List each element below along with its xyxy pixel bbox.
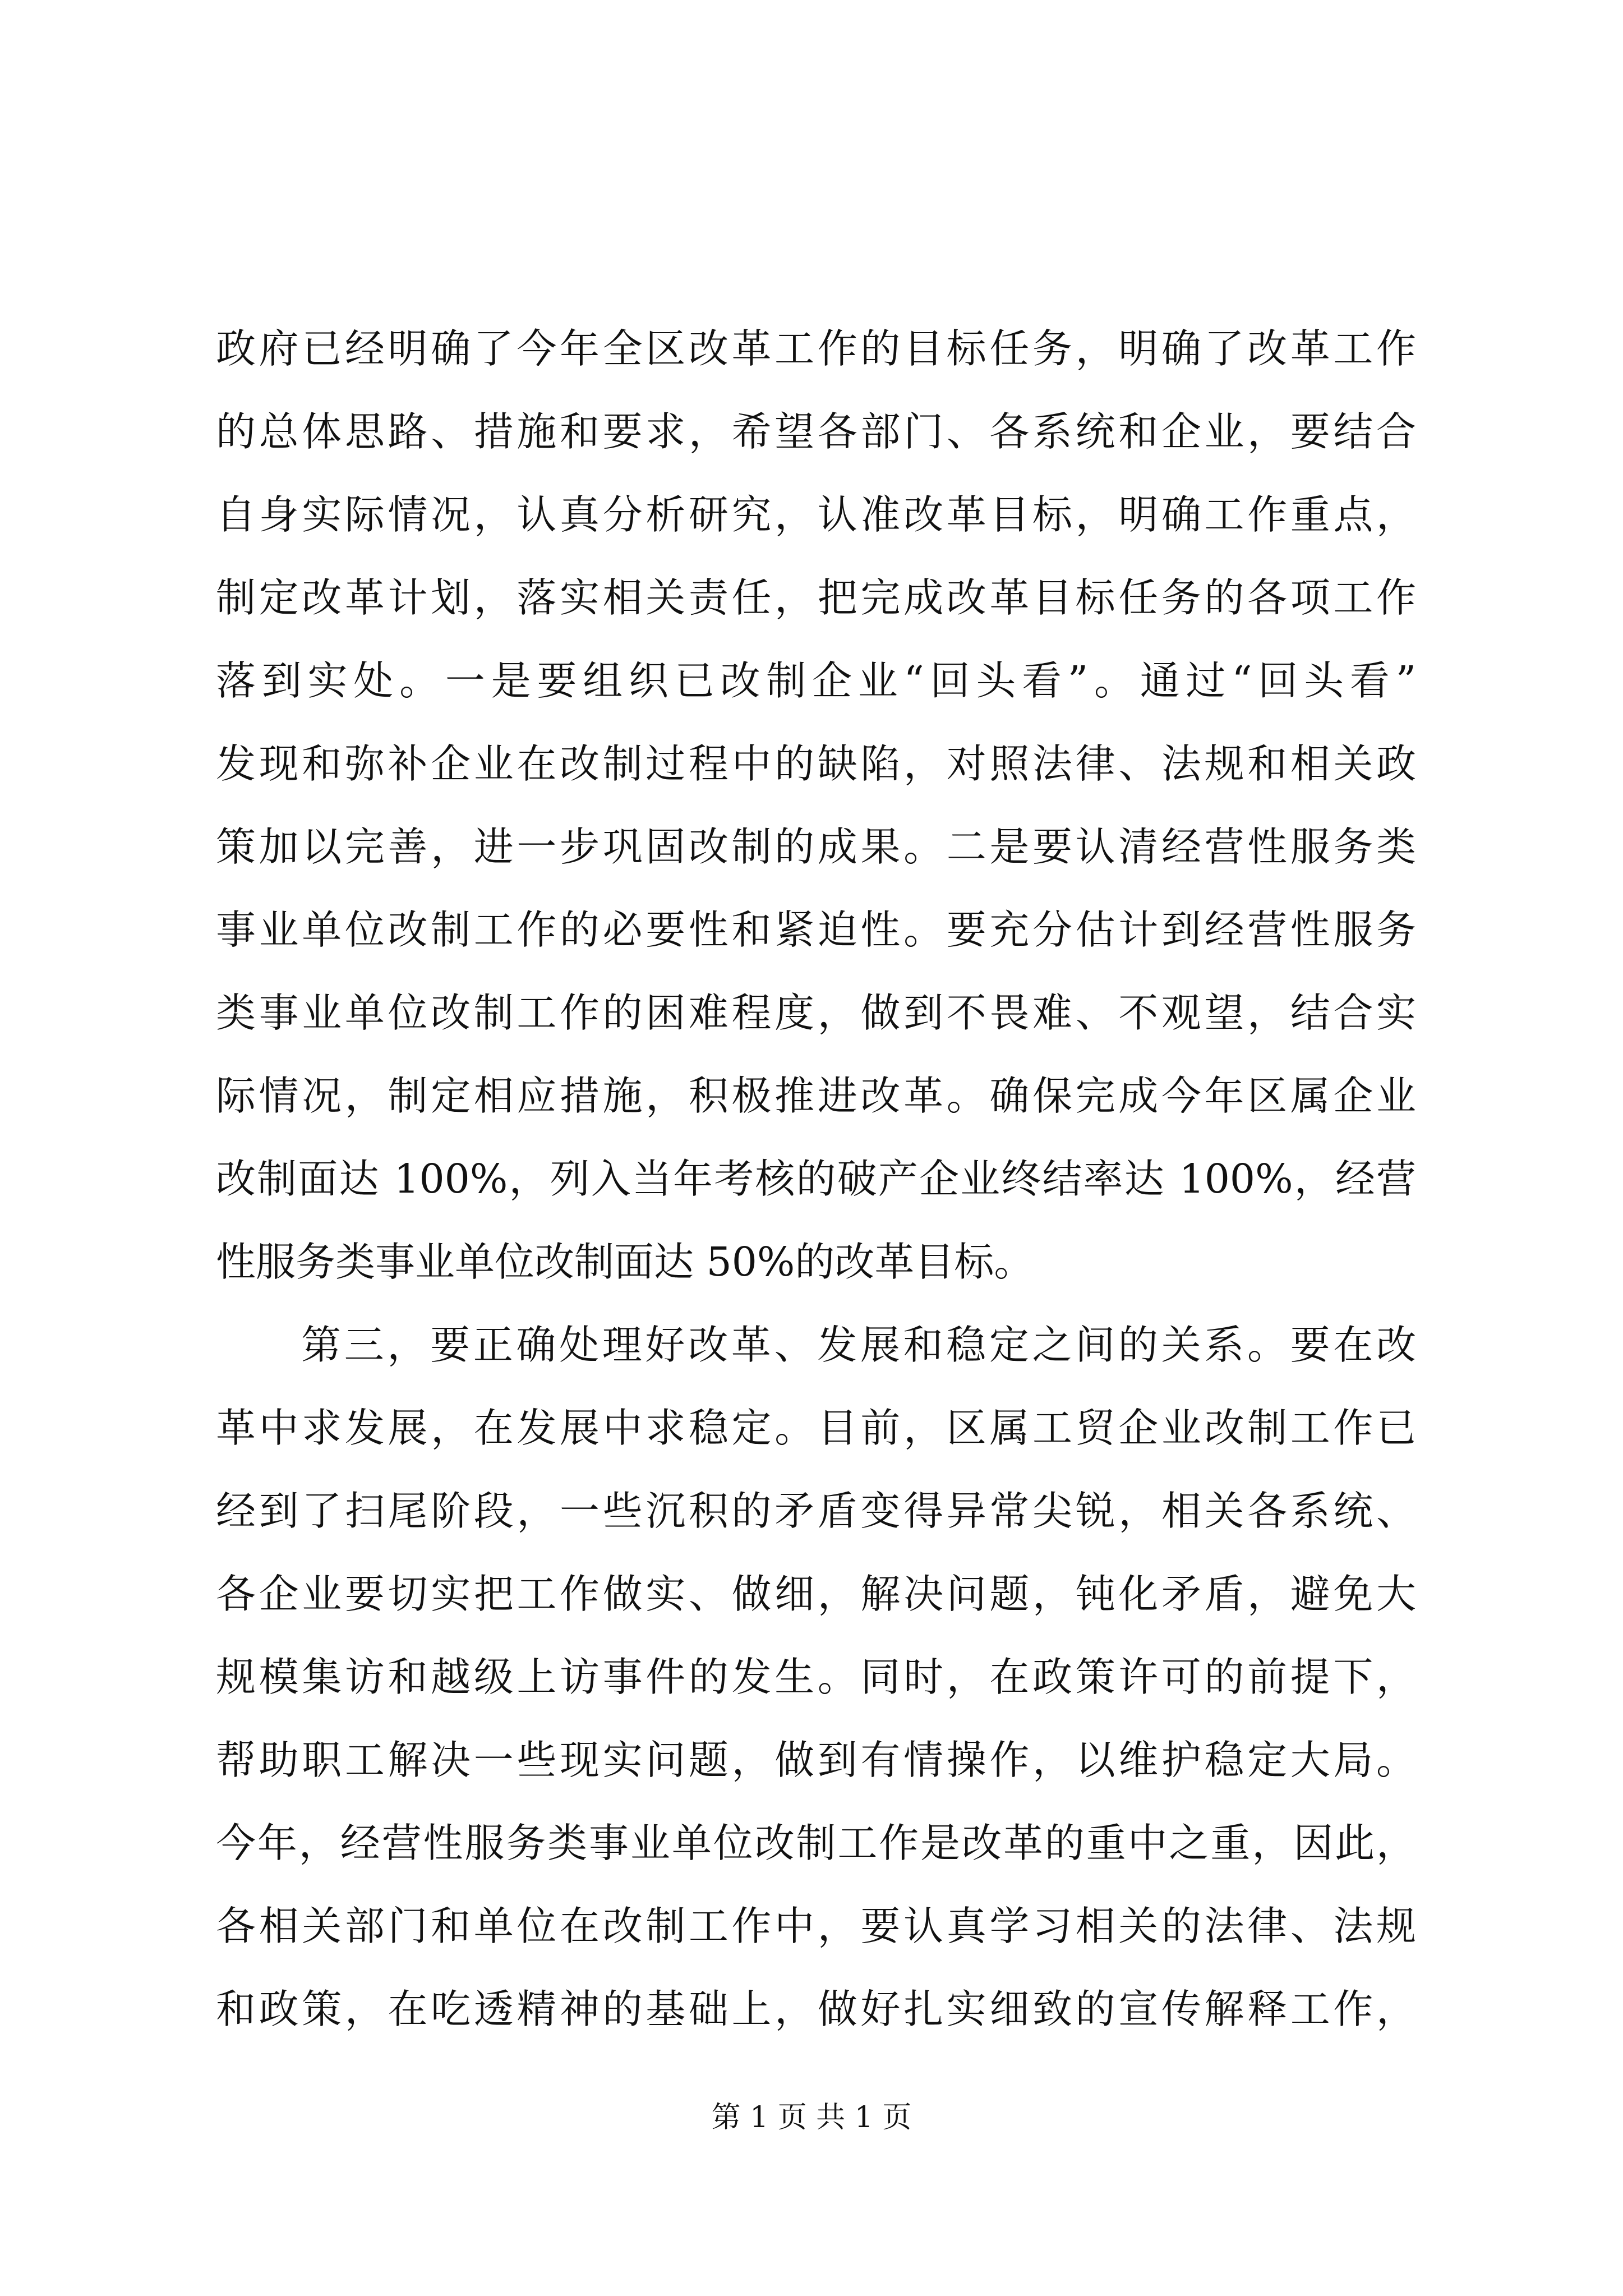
text-line: 和政策，在吃透精神的基础上，做好扎实细致的宣传解释工作， bbox=[216, 1986, 1416, 2032]
page-footer bbox=[0, 2098, 1623, 2137]
text-line: 各企业要切实把工作做实、做细，解决问题，钝化矛盾，避免大 bbox=[216, 1571, 1416, 1617]
text-line: 革中求发展，在发展中求稳定。目前，区属工贸企业改制工作已 bbox=[216, 1405, 1416, 1451]
text-line: 改制面达 100%，列入当年考核的破产企业终结率达 100%，经营 bbox=[216, 1156, 1416, 1202]
paragraph-start-line: 第三，要正确处理好改革、发展和稳定之间的关系。要在改 bbox=[301, 1322, 1416, 1368]
text-line: 发现和弥补企业在改制过程中的缺陷，对照法律、法规和相关政 bbox=[216, 740, 1416, 787]
text-line: 性服务类事业单位改制面达 50%的改革目标。 bbox=[216, 1239, 1034, 1285]
text-line: 的总体思路、措施和要求，希望各部门、各系统和企业，要结合 bbox=[216, 408, 1416, 455]
text-line: 帮助职工解决一些现实问题，做到有情操作，以维护稳定大局。 bbox=[216, 1737, 1416, 1783]
text-line: 自身实际情况，认真分析研究，认准改革目标，明确工作重点， bbox=[216, 491, 1416, 538]
text-line: 策加以完善，进一步巩固改制的成果。二是要认清经营性服务类 bbox=[216, 823, 1416, 870]
page-number-label: 第 1 页 共 1 页 bbox=[711, 2101, 912, 2134]
text-line: 经到了扫尾阶段，一些沉积的矛盾变得异常尖锐，相关各系统、 bbox=[216, 1488, 1416, 1534]
text-line: 规模集访和越级上访事件的发生。同时，在政策许可的前提下， bbox=[216, 1654, 1416, 1700]
document-body bbox=[216, 307, 1416, 2051]
text-line: 类事业单位改制工作的困难程度，做到不畏难、不观望，结合实 bbox=[216, 990, 1416, 1036]
text-line: 落到实处。一是要组织已改制企业“回头看”。通过“回头看” bbox=[216, 657, 1416, 704]
text-line: 今年，经营性服务类事业单位改制工作是改革的重中之重，因此， bbox=[216, 1820, 1416, 1866]
text-line: 制定改革计划，落实相关责任，把完成改革目标任务的各项工作 bbox=[216, 574, 1416, 621]
text-line: 各相关部门和单位在改制工作中，要认真学习相关的法律、法规 bbox=[216, 1903, 1416, 1949]
text-line: 政府已经明确了今年全区改革工作的目标任务，明确了改革工作 bbox=[216, 325, 1416, 372]
text-line: 事业单位改制工作的必要性和紧迫性。要充分估计到经营性服务 bbox=[216, 907, 1416, 953]
text-line: 际情况，制定相应措施，积极推进改革。确保完成今年区属企业 bbox=[216, 1073, 1416, 1119]
